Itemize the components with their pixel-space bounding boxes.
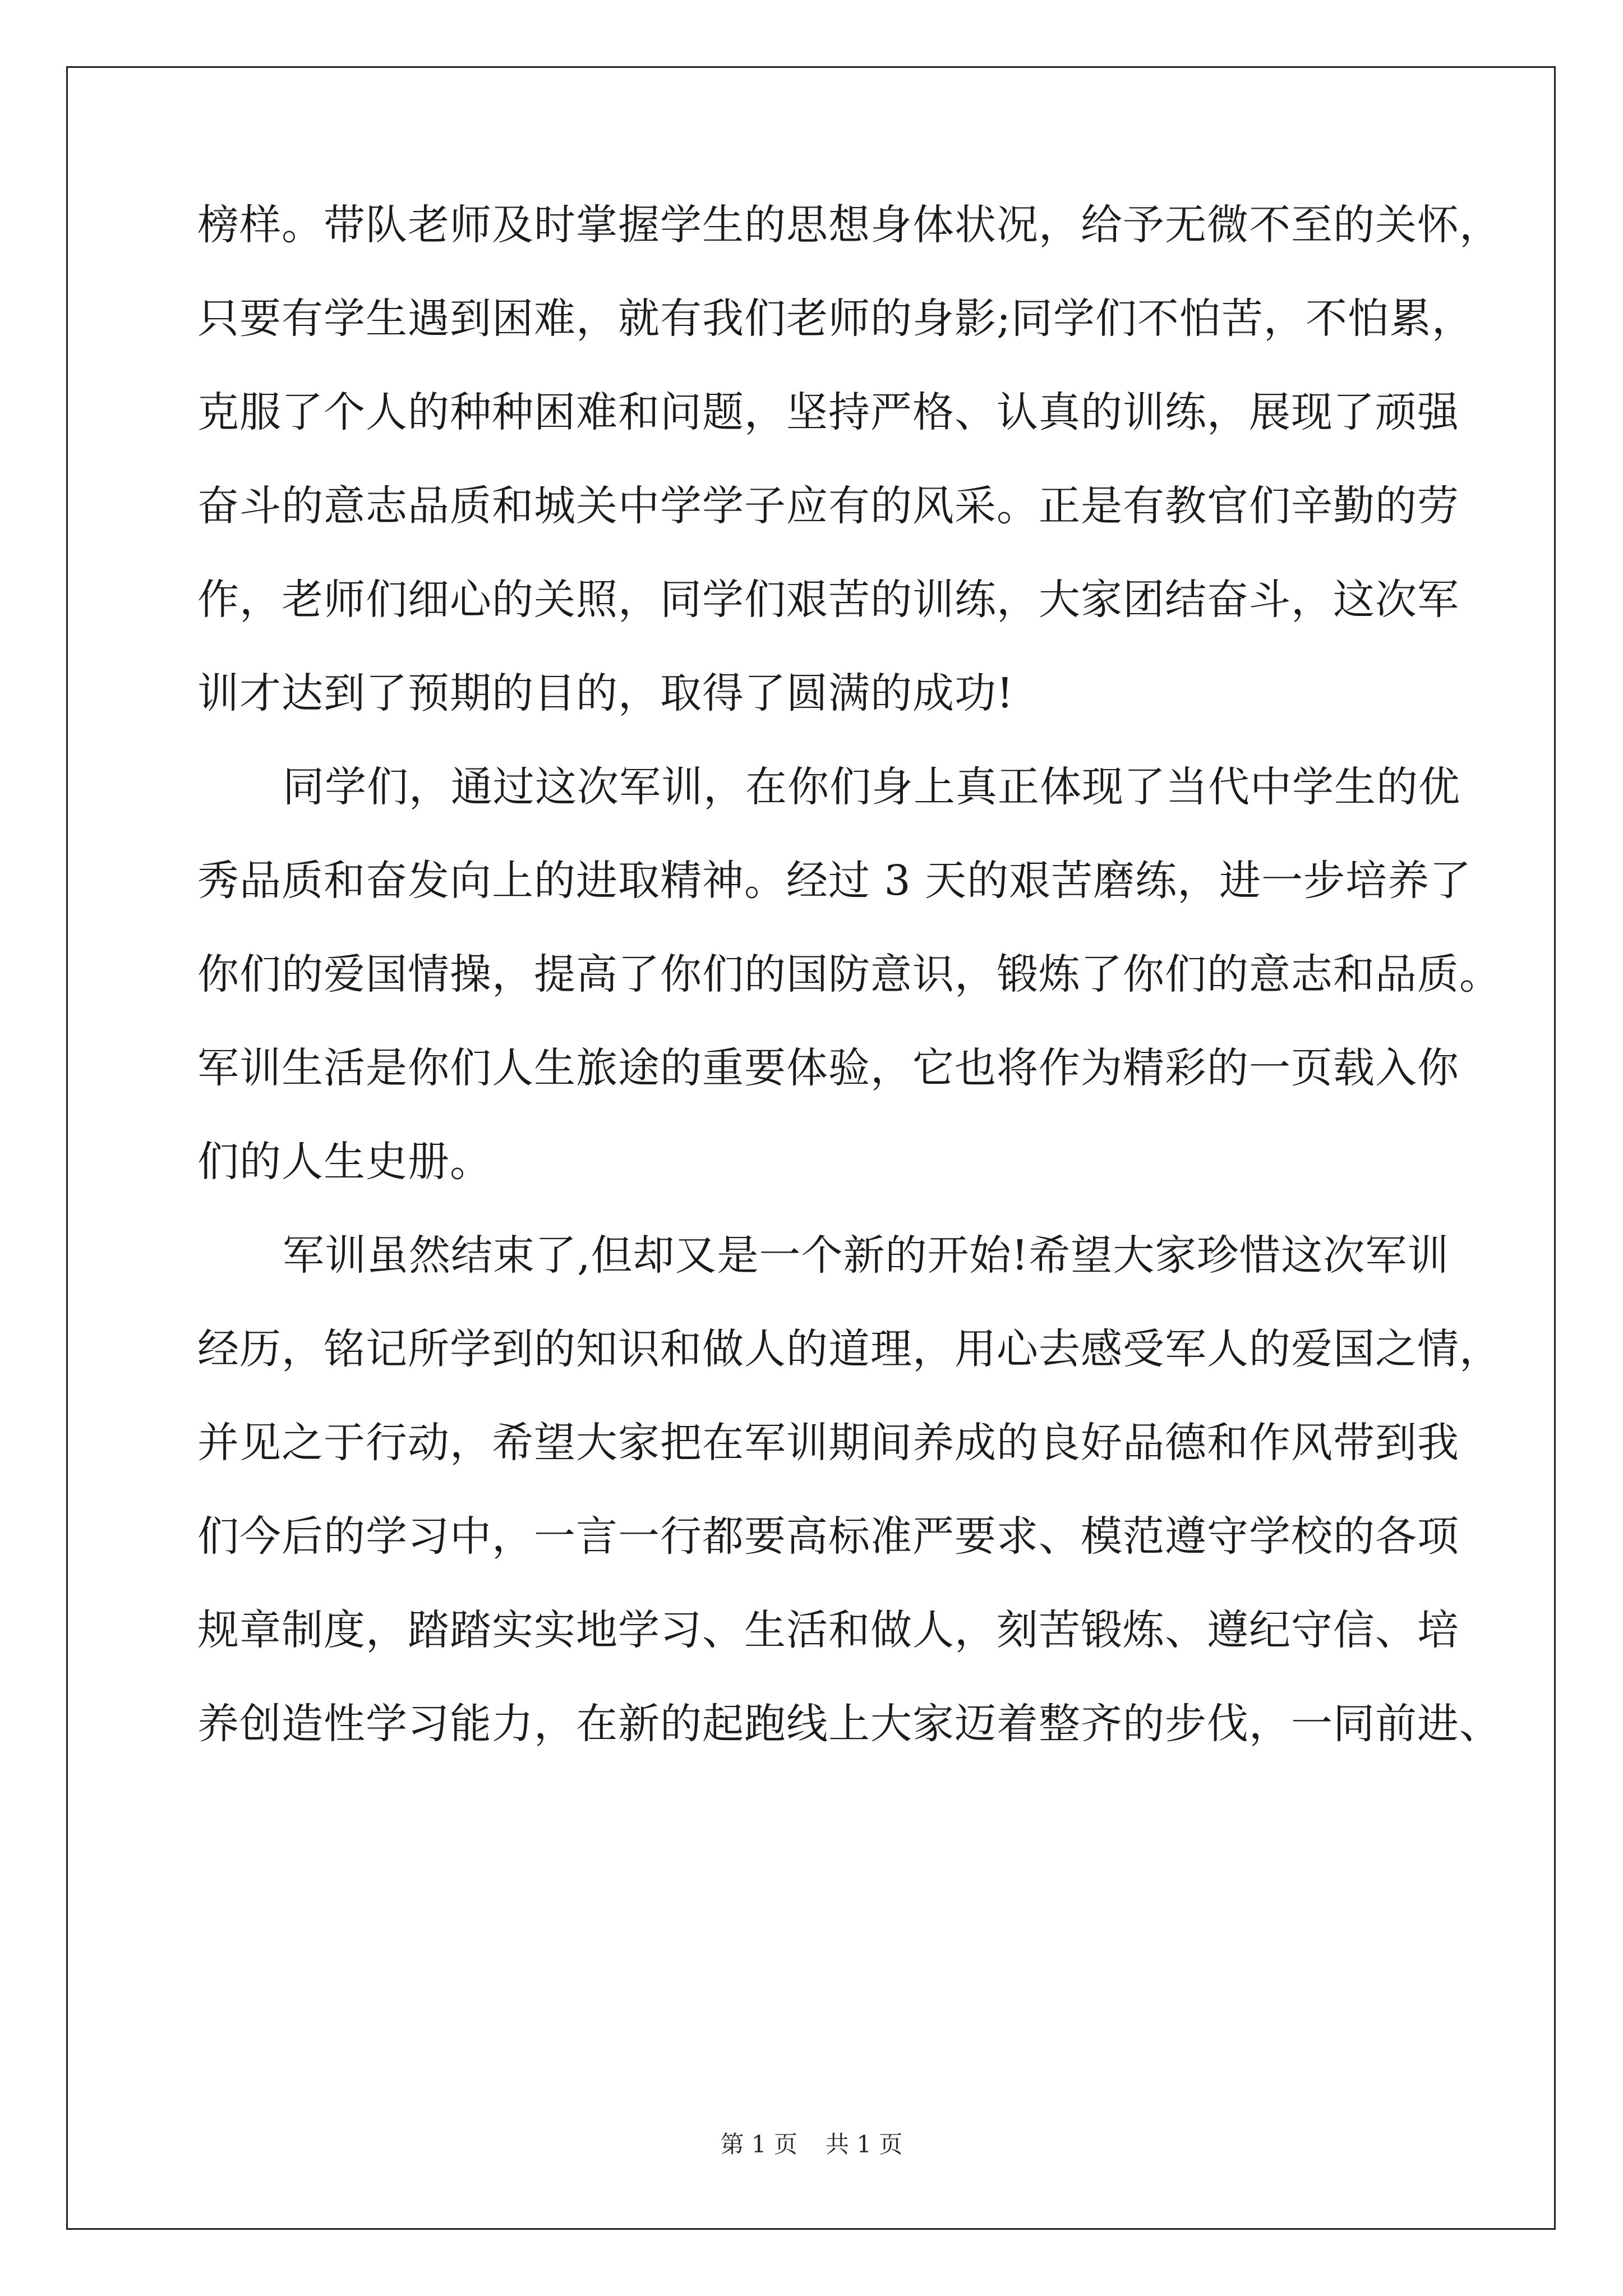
page-footer (0, 2126, 1623, 2160)
text-line: 军训生活是你们人生旅途的重要体验，它也将作为精彩的一页载入你 (197, 1044, 1459, 1092)
text-line: 们的人生史册。 (197, 1138, 492, 1186)
paragraph-first-line: 军训虽然结束了,但却又是一个新的开始!希望大家珍惜这次军训 (283, 1231, 1450, 1280)
text-line: 训才达到了预期的目的，取得了圆满的成功! (197, 669, 1014, 717)
page-total: 共 1 页 (826, 2131, 903, 2158)
text-line: 经历，铭记所学到的知识和做人的道理，用心去感受军人的爱国之情， (197, 1325, 1501, 1373)
text-line: 并见之于行动，希望大家把在军训期间养成的良好品德和作风带到我 (197, 1419, 1459, 1467)
text-line: 秀品质和奋发向上的进取精神。经过 3 天的艰苦磨练，进一步培养了 (197, 857, 1472, 905)
text-line: 养创造性学习能力，在新的起跑线上大家迈着整齐的步伐，一同前进、 (197, 1700, 1501, 1748)
paragraph-first-line: 同学们，通过这次军训，在你们身上真正体现了当代中学生的优 (283, 763, 1460, 811)
text-line: 只要有学生遇到困难，就有我们老师的身影;同学们不怕苦，不怕累， (197, 295, 1474, 343)
text-line: 规章制度，踏踏实实地学习、生活和做人，刻苦锻炼、遵纪守信、培 (197, 1606, 1459, 1654)
page-number: 第 1 页 (720, 2131, 797, 2158)
text-line: 克服了个人的种种困难和问题，坚持严格、认真的训练，展现了顽强 (197, 388, 1459, 436)
text-line: 们今后的学习中，一言一行都要高标准严要求、模范遵守学校的各项 (197, 1512, 1459, 1561)
text-line: 榜样。带队老师及时掌握学生的思想身体状况，给予无微不至的关怀， (197, 201, 1501, 249)
document-body (197, 178, 1501, 1771)
text-line: 作，老师们细心的关照，同学们艰苦的训练，大家团结奋斗，这次军 (197, 576, 1459, 624)
text-line: 奋斗的意志品质和城关中学学子应有的风采。正是有教官们辛勤的劳 (197, 482, 1459, 530)
text-line: 你们的爱国情操，提高了你们的国防意识，锻炼了你们的意志和品质。 (197, 950, 1501, 999)
